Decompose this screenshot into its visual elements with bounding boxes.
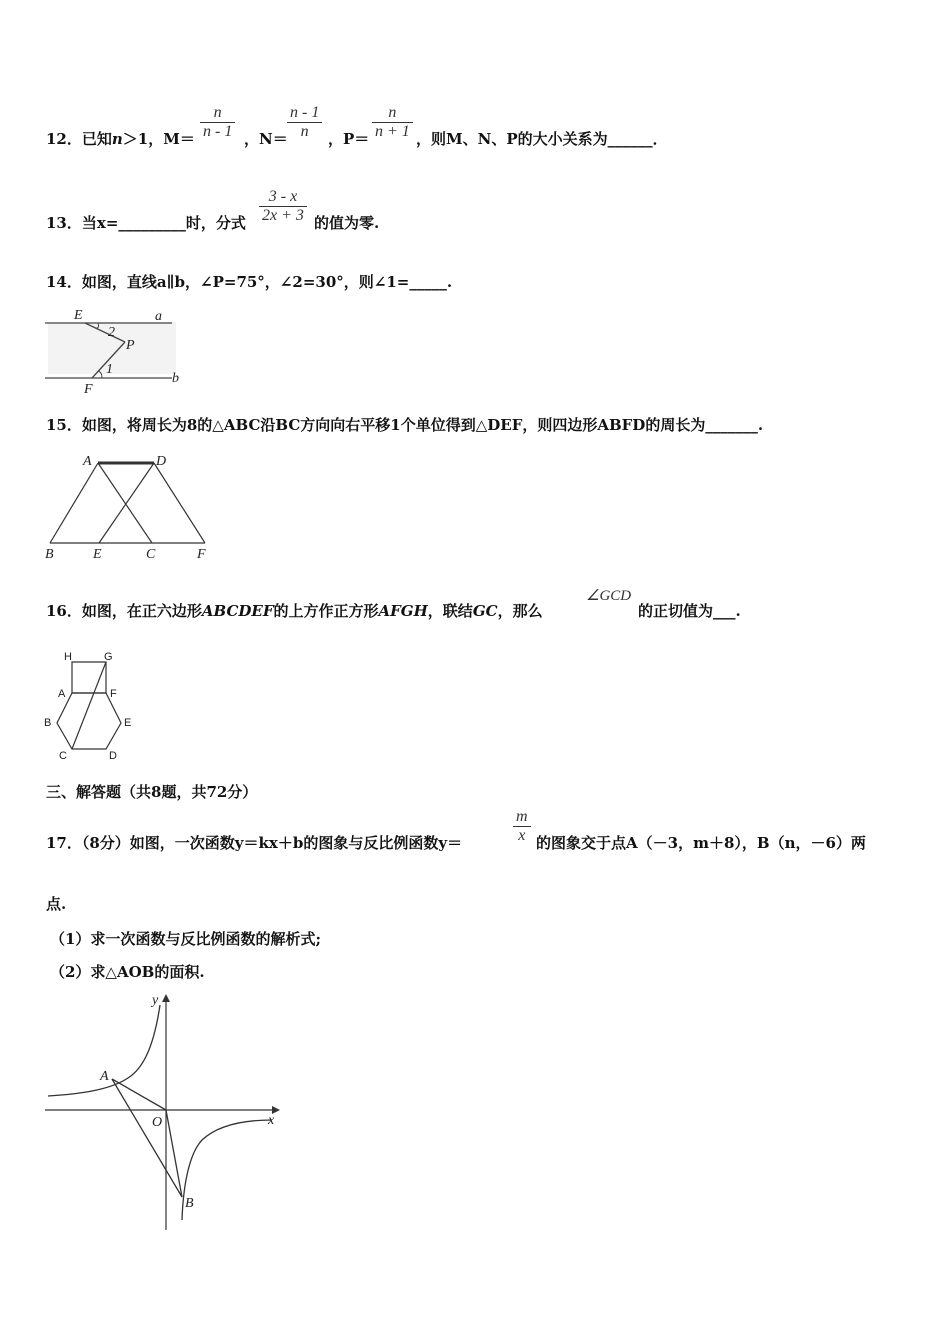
- q12-p-numerator: n: [372, 104, 413, 123]
- q16-text-2: 的上方作正方形: [273, 602, 379, 620]
- q12-n-numerator: n - 1: [287, 104, 322, 123]
- q12-p-denominator: n + 1: [375, 123, 410, 140]
- q16-text-1: 16．如图，在正六边形: [46, 602, 202, 620]
- q14-label-1: 1: [106, 362, 113, 377]
- q14-label-p: P: [126, 338, 135, 353]
- q16-segment-gc: [72, 662, 106, 749]
- q12-line: [46, 128, 195, 149]
- q12-fraction-m: [200, 104, 235, 141]
- q16-label-e: E: [124, 717, 132, 729]
- q17-denominator: x: [518, 827, 526, 844]
- q14-label-b: b: [172, 371, 179, 386]
- q12-text-2: ＞1，M＝: [122, 130, 195, 148]
- q15-label-b: B: [45, 547, 54, 562]
- q12-text-5: ，则M、N、P的大小关系为______．: [416, 130, 668, 148]
- q12-text-4: ，P＝: [328, 130, 370, 148]
- q12-n-denominator: n: [300, 123, 309, 140]
- q15-label-c: C: [146, 547, 156, 562]
- q17-label-a: A: [100, 1069, 109, 1084]
- q14-text: 14．如图，直线a∥b，∠P=75°，∠2=30°，则∠1=_____.: [46, 273, 453, 291]
- q15-label-e: E: [93, 547, 102, 562]
- q13-fraction: [259, 188, 307, 225]
- q15-segment-ac: [98, 463, 152, 543]
- q17-hyperbola-right-branch: [182, 1120, 272, 1220]
- q16-label-h: H: [64, 651, 72, 663]
- q15-segment-ab: [50, 463, 98, 543]
- q17-fraction: [513, 808, 531, 845]
- q17-text-3: 点.: [46, 895, 67, 913]
- q17-y-axis-arrow: [162, 994, 170, 1002]
- q17-text-1: 17．（8分）如图，一次函数y＝kx＋b的图象与反比例函数y＝: [46, 834, 463, 852]
- q17-figure: [40, 990, 290, 1235]
- q16-hexagon-name: ABCDEF: [201, 602, 274, 620]
- q16-label-a: A: [58, 688, 66, 700]
- section-3-heading: 三、解答题（共8题，共72分）: [46, 783, 258, 801]
- q15-label-d: D: [156, 454, 167, 469]
- q17-numerator: m: [513, 808, 531, 827]
- q13-text-2: 的值为零.: [314, 214, 380, 232]
- q14-label-f: F: [84, 382, 93, 397]
- q16-label-f: F: [110, 688, 117, 700]
- q16-line: [46, 600, 543, 621]
- q17-label-y: y: [152, 993, 159, 1008]
- q16-angle-gcd: ∠GCD: [586, 588, 632, 604]
- q17-text-2: 的图象交于点A（－3，m＋8），B（n，－6）两: [536, 834, 866, 852]
- q16-segment-name: GC: [472, 602, 498, 620]
- q12-fraction-n: [287, 104, 322, 141]
- q12-text-3: ，N＝: [244, 130, 288, 148]
- q14-label-e: E: [74, 308, 83, 323]
- q12-n: n: [111, 130, 123, 148]
- q15-figure: [40, 450, 220, 565]
- q12-m-denominator: n - 1: [203, 123, 233, 140]
- q16-label-b: B: [44, 717, 52, 729]
- q17-segment-ao: [112, 1079, 166, 1110]
- q16-label-c: C: [59, 750, 67, 762]
- q16-text-5: 的正切值为___.: [638, 602, 741, 620]
- q13-text-1: 13．当x=_________时，分式: [46, 214, 246, 232]
- q14-figure: [40, 300, 190, 400]
- q12-text-1: 12．已知: [46, 130, 112, 148]
- q16-text-4: ，那么: [497, 602, 543, 620]
- q13-numerator: 3 - x: [259, 188, 307, 207]
- q16-square-name: AFGH: [378, 602, 428, 620]
- q17-subquestion-2: （2）求△AOB的面积.: [50, 963, 205, 981]
- q16-text-3: ，联结: [427, 602, 473, 620]
- q17-label-b: B: [185, 1196, 194, 1211]
- q17-label-x: x: [268, 1113, 275, 1128]
- q16-label-g: G: [104, 651, 113, 663]
- q15-label-a: A: [83, 454, 92, 469]
- q13-denominator: 2x + 3: [262, 207, 304, 224]
- q14-label-a: a: [155, 309, 162, 324]
- q15-text: 15．如图，将周长为8的△ABC沿BC方向向右平移1个单位得到△DEF，则四边形ABFD的周长为_______.: [46, 416, 764, 434]
- q16-figure: [40, 645, 140, 765]
- q15-segment-df: [154, 463, 205, 543]
- q14-label-2: 2: [108, 325, 115, 340]
- q17-subquestion-1: （1）求一次函数与反比例函数的解析式;: [50, 930, 321, 948]
- q17-label-o: O: [152, 1115, 163, 1130]
- q16-hexagon-abcdef: [57, 693, 121, 749]
- q16-label-d: D: [109, 750, 117, 762]
- q15-segment-de: [99, 463, 154, 543]
- q16-square-afgh: [72, 662, 106, 693]
- q15-label-f: F: [197, 547, 206, 562]
- q12-fraction-p: [372, 104, 413, 141]
- q12-m-numerator: n: [200, 104, 235, 123]
